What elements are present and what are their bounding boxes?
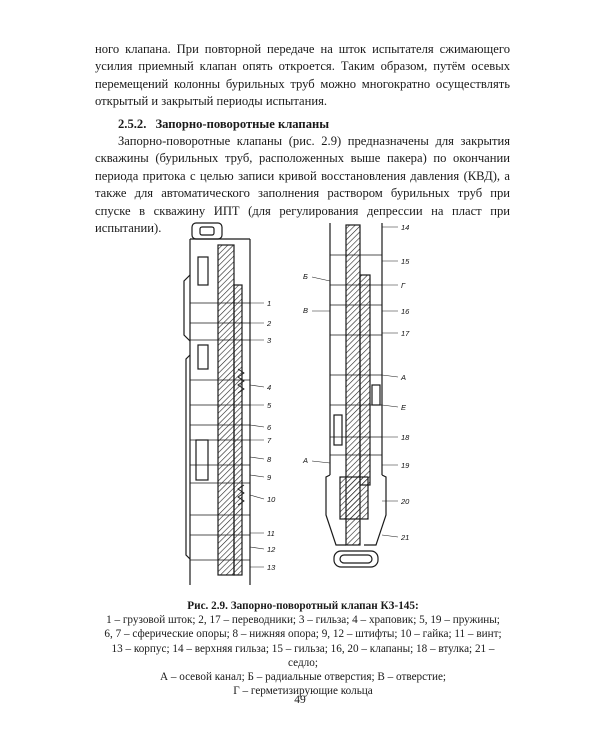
valve-drawing-figure [150, 215, 450, 595]
callout-5: 5 [267, 401, 272, 410]
caption-title: Рис. 2.9. Запорно-поворотный клапан КЗ-145: [187, 600, 419, 612]
callout-13: 13 [267, 563, 276, 572]
callout-18: 18 [401, 433, 410, 442]
caption-line: 6, 7 – сферические опоры; 8 – нижняя опора; 9, 12 – штифты; 10 – гайка; 11 – винт; [104, 628, 502, 641]
callout-16: 16 [401, 307, 410, 316]
main-paragraph: Запорно-поворотные клапаны (рис. 2.9) предназначены для закрытия скважины (бурильных труб, расположенных выше пакера) по окончании периода притока с целью записи кривой восстановления давления (КВД), а также для автоматического заполнения раствором бурильных труб при спуске в скважину ИПТ (для регулирования депрессии на пласт при испытании). [95, 134, 510, 236]
callout-8: 8 [267, 455, 272, 464]
callout-10: 10 [267, 495, 276, 504]
callout-12: 12 [267, 545, 276, 554]
callout-7: 7 [267, 436, 272, 445]
section-number: 2.5.2. [118, 117, 147, 131]
callout-11: 11 [267, 529, 275, 538]
callout-2: 2 [267, 319, 272, 328]
callout-b: Б [303, 272, 308, 281]
callout-1: 1 [267, 299, 272, 308]
figure-caption [96, 599, 510, 698]
caption-line: А – осевой канал; Б – радиальные отверстия; В – отверстие; [159, 671, 447, 684]
page-number: 49 [294, 694, 306, 706]
callout-e: Е [401, 403, 407, 412]
callout-a-left: А [303, 456, 309, 465]
callout-3: 3 [267, 336, 272, 345]
intro-paragraph: ного клапана. При повторной передаче на шток испытателя сжимающего усилия приемный клапан опять откроется. Таким образом, путём осевых перемещений колонны бурильных труб можно многократно осуществлять открытый и закрытый периоды испытания. [95, 42, 510, 109]
callout-g: Г [401, 281, 406, 290]
callout-9: 9 [267, 473, 272, 482]
callout-20: 20 [401, 497, 410, 506]
top-handle-shape [192, 223, 222, 239]
callout-v: В [303, 306, 309, 315]
callout-19: 19 [401, 461, 410, 470]
section-heading [118, 117, 329, 132]
callout-6: 6 [267, 423, 272, 432]
callout-17: 17 [401, 329, 410, 338]
callout-14: 14 [401, 223, 410, 232]
callout-4: 4 [267, 383, 272, 392]
valve-drawing [150, 215, 450, 595]
caption-line: Г – герметизирующие кольца [233, 685, 373, 698]
callout-15: 15 [401, 257, 410, 266]
left-callouts [266, 299, 276, 572]
section-title: Запорно-поворотные клапаны [155, 117, 330, 131]
caption-line: 1 – грузовой шток; 2, 17 – переводники; 3 – гильза; 4 – храповик; 5, 19 – пружины; [106, 614, 500, 627]
callout-21: 21 [401, 533, 410, 542]
caption-line: 13 – корпус; 14 – верхняя гильза; 15 – гильза; 16, 20 – клапаны; 18 – втулка; 21 – седло; [111, 642, 495, 669]
callout-a-right: А [401, 373, 407, 382]
